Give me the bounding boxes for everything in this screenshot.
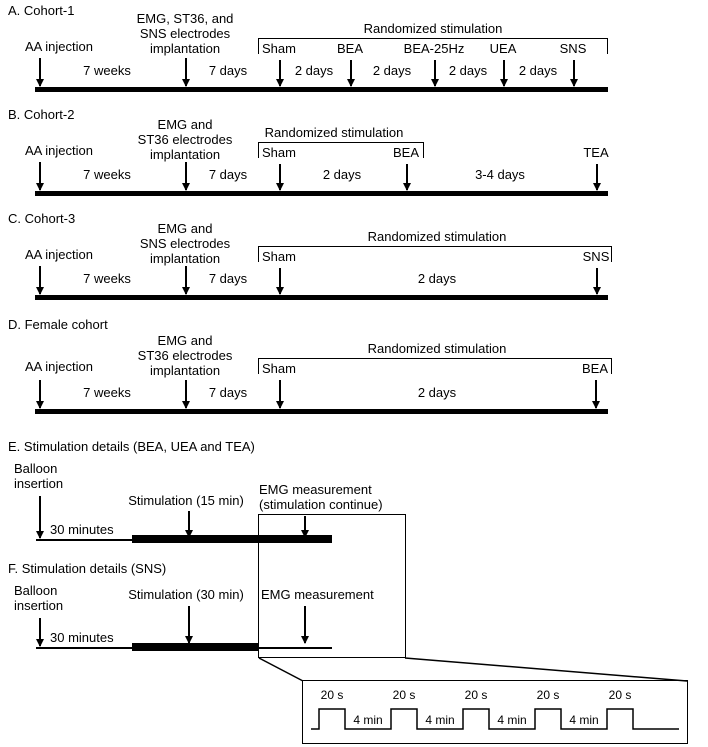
panel-e-balloon-line2: insertion: [14, 476, 64, 491]
down-arrow: [185, 162, 187, 190]
panel-c-randomized-bracket: [258, 246, 612, 262]
callout-right-slant: [405, 658, 687, 681]
callout-left-slant: [259, 658, 303, 681]
down-arrow: [39, 58, 41, 86]
down-arrow: [279, 268, 281, 294]
down-arrow: [279, 380, 281, 408]
panel-c-timeline: [35, 295, 608, 300]
pulse-train-box: [302, 680, 688, 744]
panel-d-implantation-line2: ST36 electrodes: [137, 348, 233, 363]
panel-d-7weeks: 7 weeks: [83, 385, 131, 400]
panel-c-stim-sham: Sham: [262, 249, 296, 264]
pulse-on-label: 20 s: [392, 688, 416, 702]
panel-b-aa-injection-label: AA injection: [25, 143, 93, 158]
panel-b-7days: 7 days: [208, 167, 248, 182]
panel-a-7days: 7 days: [208, 63, 248, 78]
down-arrow: [503, 60, 505, 86]
down-arrow: [185, 58, 187, 86]
panel-a-stim-sham: Sham: [262, 41, 296, 56]
pulse-off-label: 4 min: [425, 713, 455, 727]
panel-f-30minutes: 30 minutes: [50, 630, 114, 645]
panel-f-emg-label: EMG measurement: [261, 587, 374, 602]
panel-f-balloon-line2: insertion: [14, 598, 64, 613]
panel-d-title: D. Female cohort: [8, 317, 108, 332]
pulse-off-label: 4 min: [353, 713, 383, 727]
panel-c-implantation-line3: implantation: [149, 251, 221, 266]
panel-c-2days: 2 days: [417, 271, 457, 286]
panel-a-implantation-line1: EMG, ST36, and: [136, 11, 234, 26]
down-arrow: [185, 380, 187, 408]
panel-c-stim-sns: SNS: [582, 249, 610, 264]
panel-d-implantation-line1: EMG and: [157, 333, 213, 348]
panel-c-implantation-line1: EMG and: [157, 221, 213, 236]
panel-b-stim-tea: TEA: [583, 145, 609, 160]
panel-d-randomized-label: Randomized stimulation: [367, 341, 507, 356]
panel-b-7weeks: 7 weeks: [83, 167, 131, 182]
panel-b-stim-bea: BEA: [392, 145, 420, 160]
panel-d-stim-sham: Sham: [262, 361, 296, 376]
panel-a-stim-sns: SNS: [559, 41, 587, 56]
down-arrow: [39, 380, 41, 408]
panel-f-balloon-line1: Balloon: [14, 583, 58, 598]
pulse-on-label: 20 s: [608, 688, 632, 702]
panel-a-title: A. Cohort-1: [8, 3, 75, 18]
panel-a-implantation-line3: implantation: [149, 41, 221, 56]
panel-d-timeline: [35, 409, 608, 414]
panel-e-title: E. Stimulation details (BEA, UEA and TEA): [8, 439, 255, 454]
panel-b-randomized-label: Randomized stimulation: [264, 125, 404, 140]
down-arrow: [350, 60, 352, 86]
down-arrow: [406, 164, 408, 190]
panel-a-timeline: [35, 87, 608, 92]
panel-f-baseline: [36, 647, 132, 649]
panel-e-30minutes: 30 minutes: [50, 522, 114, 537]
callout-box: [258, 514, 406, 658]
panel-e-emg-line2: (stimulation continue): [259, 497, 383, 512]
panel-e-stimulation-label: Stimulation (15 min): [128, 493, 244, 508]
panel-e-emg-line1: EMG measurement: [259, 482, 372, 497]
panel-a-seg4: 2 days: [518, 63, 558, 78]
panel-f-title: F. Stimulation details (SNS): [8, 561, 167, 576]
down-arrow: [188, 511, 190, 537]
panel-d-implantation-line3: implantation: [149, 363, 221, 378]
panel-b-timeline: [35, 191, 608, 196]
panel-c-7days: 7 days: [208, 271, 248, 286]
panel-c-aa-injection-label: AA injection: [25, 247, 93, 262]
panel-a-aa-injection-label: AA injection: [25, 39, 93, 54]
panel-a-seg2: 2 days: [372, 63, 412, 78]
panel-b-2days: 2 days: [322, 167, 362, 182]
panel-d-stim-bea: BEA: [581, 361, 609, 376]
panel-a-stim-uea: UEA: [489, 41, 517, 56]
panel-a-7weeks: 7 weeks: [83, 63, 131, 78]
panel-e-baseline: [36, 539, 132, 541]
down-arrow: [596, 164, 598, 190]
panel-d-2days: 2 days: [417, 385, 457, 400]
panel-c-7weeks: 7 weeks: [83, 271, 131, 286]
down-arrow: [185, 266, 187, 294]
panel-f-stimulation-bar: [132, 643, 258, 651]
down-arrow: [573, 60, 575, 86]
down-arrow: [596, 268, 598, 294]
panel-b-stim-sham: Sham: [262, 145, 296, 160]
panel-a-stim-bea25: BEA-25Hz: [403, 41, 465, 56]
panel-e-balloon-line1: Balloon: [14, 461, 58, 476]
panel-b-implantation-line3: implantation: [149, 147, 221, 162]
panel-d-7days: 7 days: [208, 385, 248, 400]
panel-a-randomized-label: Randomized stimulation: [363, 21, 503, 36]
panel-a-seg1: 2 days: [294, 63, 334, 78]
panel-f-baseline-right: [258, 647, 332, 649]
pulse-off-label: 4 min: [497, 713, 527, 727]
down-arrow: [39, 618, 41, 646]
panel-d-aa-injection-label: AA injection: [25, 359, 93, 374]
panel-a-stim-bea: BEA: [336, 41, 364, 56]
panel-b-implantation-line2: ST36 electrodes: [137, 132, 233, 147]
pulse-on-label: 20 s: [464, 688, 488, 702]
pulse-on-label: 20 s: [320, 688, 344, 702]
down-arrow: [304, 606, 306, 643]
pulse-off-label: 4 min: [569, 713, 599, 727]
panel-b-34days: 3-4 days: [475, 167, 525, 182]
down-arrow: [188, 606, 190, 643]
panel-a-seg3: 2 days: [448, 63, 488, 78]
pulse-on-label: 20 s: [536, 688, 560, 702]
down-arrow: [279, 164, 281, 190]
panel-f-stimulation-label: Stimulation (30 min): [128, 587, 244, 602]
panel-c-randomized-label: Randomized stimulation: [367, 229, 507, 244]
down-arrow: [39, 496, 41, 538]
panel-d-randomized-bracket: [258, 358, 612, 374]
down-arrow: [39, 162, 41, 190]
panel-a-implantation-line2: SNS electrodes: [139, 26, 231, 41]
down-arrow: [434, 60, 436, 86]
panel-c-implantation-line2: SNS electrodes: [139, 236, 231, 251]
panel-b-title: B. Cohort-2: [8, 107, 75, 122]
panel-b-implantation-line1: EMG and: [157, 117, 213, 132]
down-arrow: [595, 380, 597, 408]
down-arrow: [279, 60, 281, 86]
panel-c-title: C. Cohort-3: [8, 211, 76, 226]
down-arrow: [39, 266, 41, 294]
